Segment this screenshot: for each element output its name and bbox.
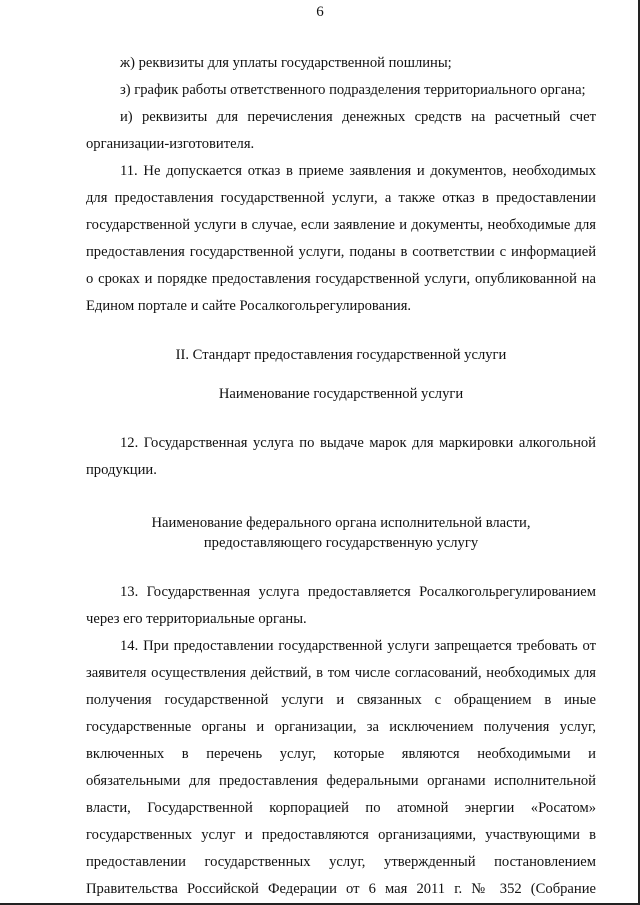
section-title: II. Стандарт предоставления государственной услуги — [175, 347, 507, 363]
document-body — [86, 50, 596, 903]
list-item-zh: ж) реквизиты для уплаты государственной пошлины; — [120, 55, 452, 71]
paragraph-13: 13. Государственная услуга предоставляется Росалкогольрегулированием через его территориальные органы. — [86, 584, 596, 627]
paragraph-14: 14. При предоставлении государственной услуги запрещается требовать от заявителя осуществления действий, в том числе согласований, необходимых для получения государственной услуги и связанных с обращением в иные государственные органы и организации, за исключением получения услуг, включенных в перечень услуг, которые являются необходимыми и обязательными для предоставления федеральными органами исполнительной власти, Государственной корпорацией по атомной энергии «Росатом» государственных услуг и предоставляются организациями, участвующими в предоставлении государственных услуг, утвержденный постановлением Правительства Российской Федерации от 6 мая 2011 г. № 352 (Собрание — [86, 638, 596, 897]
list-item-z: з) график работы ответственного подразделения территориального органа; — [120, 82, 586, 98]
paragraph-12: 12. Государственная услуга по выдаче марок для маркировки алкогольной продукции. — [86, 435, 596, 478]
subheading-authority — [86, 510, 596, 553]
subheading-service-name: Наименование государственной услуги — [218, 386, 464, 402]
subheading-authority-line2: предоставляющего государственную услугу — [203, 535, 479, 551]
paragraph-11: 11. Не допускается отказ в приеме заявления и документов, необходимых для предоставления государственной услуги, а также отказ в предоставлении государственной услуги в случае, если заявление и документы, необходимые для предоставления государственной услуги, поданы в соответствии с информацией о сроках и порядке предоставления государственной услуги, опубликованной на Едином портале и сайте Росалкогольрегулирования. — [86, 163, 596, 314]
list-item-i: и) реквизиты для перечисления денежных средств на расчетный счет организации-изготовителя. — [86, 109, 596, 152]
subheading-authority-line1: Наименование федерального органа исполнительной власти, — [151, 515, 531, 531]
page-number: 6 — [316, 4, 324, 20]
